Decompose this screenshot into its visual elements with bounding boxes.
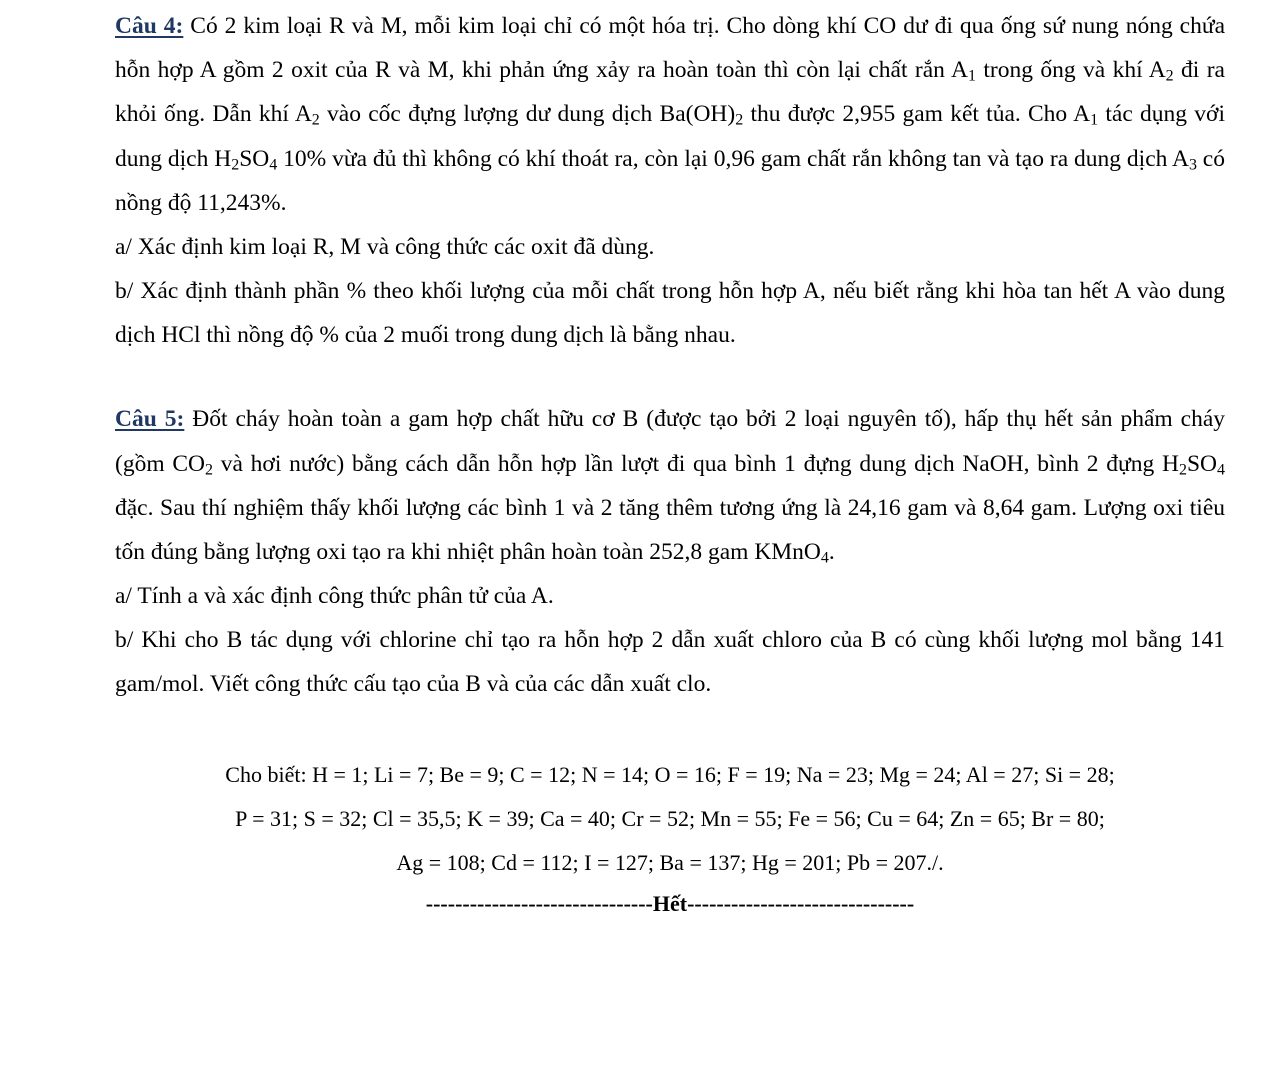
question-5-text-2: và hơi nước) bằng cách dẫn hỗn hợp lần lượt đi qua bình 1 đựng dung dịch NaOH, bình 2 đựng H <box>212 450 1179 477</box>
dashes-right: ------------------------------- <box>687 890 915 916</box>
question-4-text-9: có nồng độ 11,243%. <box>115 145 1225 216</box>
question-4-text-4: vào cốc đựng lượng dư dung dịch Ba(OH) <box>319 101 736 128</box>
question-4 <box>115 4 1225 357</box>
block-spacer <box>115 357 1225 397</box>
question-4-text-6: tác dụng với dung dịch H <box>115 101 1225 172</box>
subscript: 1 <box>967 67 976 85</box>
question-5-text-5: . <box>828 538 835 565</box>
subscript: 4 <box>269 156 278 174</box>
question-5-text-3: SO <box>1186 450 1218 477</box>
question-4-text-5: thu được 2,955 gam kết tủa. Cho A <box>743 101 1091 128</box>
subscript: 2 <box>735 111 744 129</box>
question-4-text-1: Có 2 kim loại R và M, mỗi kim loại chỉ có một hóa trị. Cho dòng khí CO dư đi qua ống sứ nung nóng chứa hỗn hợp A gồm 2 oxit của R và M, khi phản ứng xảy ra hoàn toàn thì còn lại chất rắn A <box>115 13 1225 84</box>
question-4-text-7: SO <box>239 145 270 172</box>
subscript: 3 <box>1188 156 1197 174</box>
question-4-text-2: trong ống và khí A <box>975 57 1166 84</box>
atomic-mass-note <box>115 753 1225 885</box>
question-4-part-a: a/ Xác định kim loại R, M và công thức các oxit đã dùng. <box>115 233 655 260</box>
question-4-part-b: b/ Xác định thành phần % theo khối lượng của mỗi chất trong hỗn hợp A, nếu biết rằng khi hòa tan hết A vào dung dịch HCl thì nồng độ % của 2 muối trong dung dịch là bằng nhau. <box>115 278 1225 349</box>
question-4-text-3: đi ra khỏi ống. Dẫn khí A <box>115 57 1225 128</box>
question-4-label: Câu 4: <box>115 13 184 39</box>
subscript: 2 <box>205 461 213 479</box>
question-4-statement <box>115 4 1225 225</box>
document-end-marker <box>115 891 1225 917</box>
subscript: 1 <box>1090 111 1099 129</box>
question-5-text-1: Đốt cháy hoàn toàn a gam hợp chất hữu cơ B (được tạo bởi 2 loại nguyên tố), hấp thụ hết sản phẩm cháy (gồm CO <box>115 406 1225 477</box>
subscript: 2 <box>1165 67 1174 85</box>
subscript: 2 <box>231 156 240 174</box>
question-5-part-b: b/ Khi cho B tác dụng với chlorine chỉ tạo ra hỗn hợp 2 dẫn xuất chloro của B có cùng khối lượng mol bằng 141 gam/mol. Viết công thức cấu tạo của B và của các dẫn xuất clo. <box>115 627 1225 698</box>
question-5-statement <box>115 397 1225 574</box>
question-5 <box>115 397 1225 706</box>
question-5-part-a: a/ Tính a và xác định công thức phân tử của A. <box>115 583 554 610</box>
atomic-mass-line-2: P = 31; S = 32; Cl = 35,5; K = 39; Ca = 40; Cr = 52; Mn = 55; Fe = 56; Cu = 64; Zn = 65; Br = 80; <box>235 805 1105 831</box>
subscript: 2 <box>1178 461 1187 479</box>
atomic-mass-line-3: Ag = 108; Cd = 112; I = 127; Ba = 137; Hg = 201; Pb = 207./. <box>396 849 944 875</box>
subscript: 4 <box>820 549 829 567</box>
question-5-label: Câu 5: <box>115 406 185 433</box>
atomic-mass-line-1: Cho biết: H = 1; Li = 7; Be = 9; C = 12; N = 14; O = 16; F = 19; Na = 23; Mg = 24; Al = 27; Si = 28; <box>225 761 1115 787</box>
dashes-left: ------------------------------- <box>425 890 653 916</box>
subscript: 4 <box>1217 461 1225 479</box>
subscript: 2 <box>311 111 320 129</box>
question-5-text-4: đặc. Sau thí nghiệm thấy khối lượng các bình 1 và 2 tăng thêm tương ứng là 24,16 gam và 8,64 gam. Lượng oxi tiêu tốn đúng bằng lượng oxi tạo ra khi nhiệt phân hoàn toàn 252,8 gam KMnO <box>115 494 1225 565</box>
question-4-text-8: 10% vừa đủ thì không có khí thoát ra, còn lại 0,96 gam chất rắn không tan và tạo ra dung dịch A <box>277 145 1189 172</box>
end-label: Hết <box>652 890 688 916</box>
